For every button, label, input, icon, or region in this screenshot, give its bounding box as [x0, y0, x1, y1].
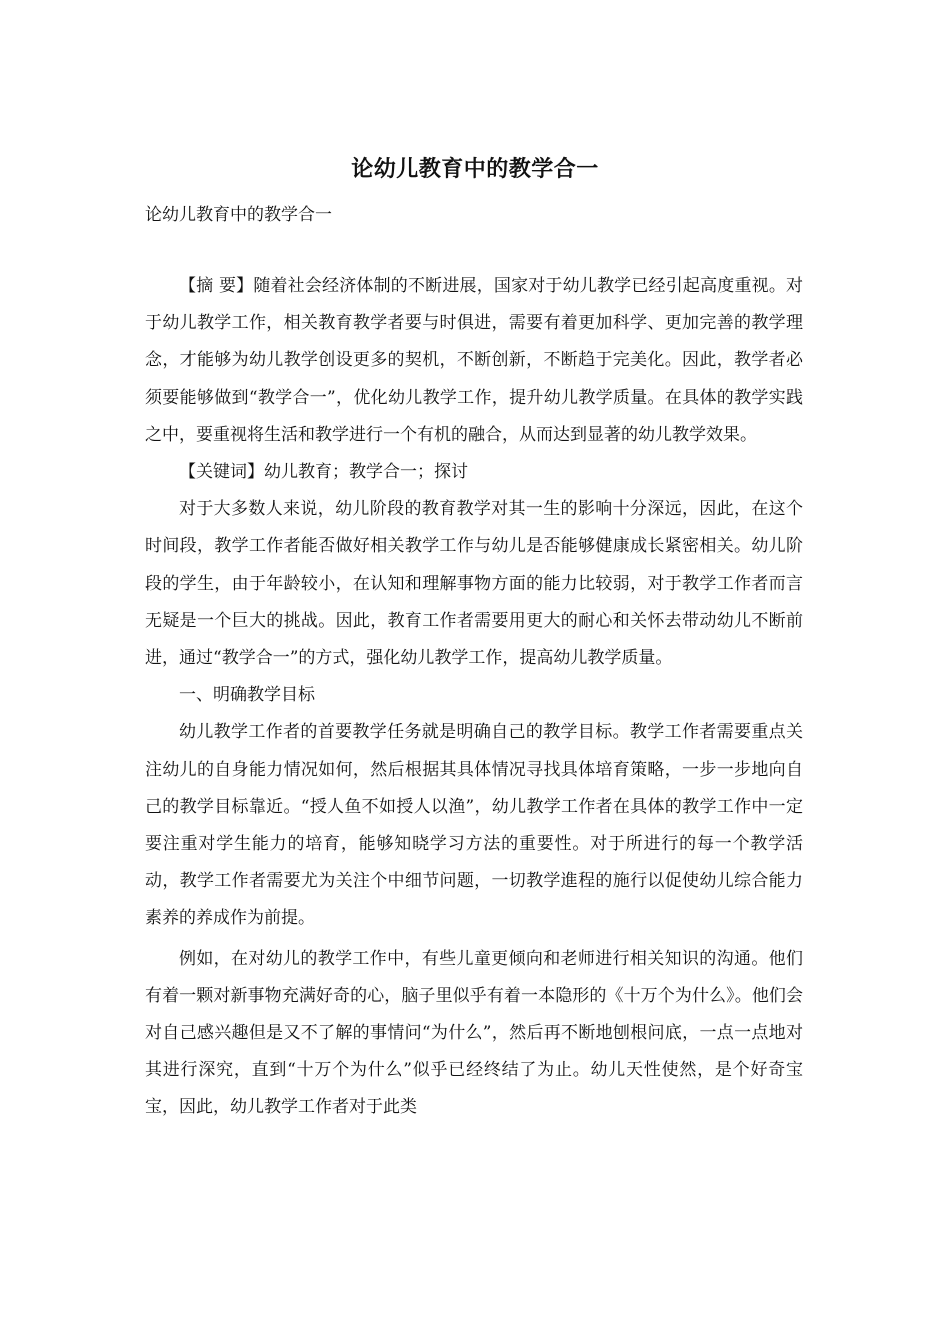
document-body: [145, 268, 803, 1127]
abstract-paragraph: 【摘 要】随着社会经济体制的不断进展，国家对于幼儿教学已经引起高度重视。对于幼儿教学工作，相关教育教学者要与时俱进，需要有着更加科学、更加完善的教学理念，才能够为幼儿教学创设更多的契机，不断创新，不断趋于完美化。因此，教学者必须要能够做到“教学合一”，优化幼儿教学工作，提升幼儿教学质量。在具体的教学实践之中，要重视将生活和教学进行一个有机的融合，从而达到显著的幼儿教学效果。: [145, 276, 803, 445]
document-subtitle: 论幼儿教育中的教学合一: [145, 205, 332, 225]
keywords-paragraph: 【关键词】幼儿教育；教学合一；探讨: [179, 462, 468, 483]
body-paragraph: 幼儿教学工作者的首要教学任务就是明确自己的教学目标。教学工作者需要重点关注幼儿的自身能力情况如何，然后根据其具体情况寻找具体培育策略，一步一步地向自己的教学目标靠近。“授人鱼不如授人以渔”，幼儿教学工作者在具体的教学工作中一定要注重对学生能力的培育，能够知晓学习方法的重要性。对于所进行的每一个教学活动，教学工作者需要尤为关注个中细节问题，一切教学進程的施行以促使幼儿综合能力素养的养成作为前提。: [145, 722, 803, 929]
document-title: 论幼儿教育中的教学合一: [351, 156, 599, 182]
body-paragraph: 例如，在对幼儿的教学工作中，有些儿童更倾向和老师进行相关知识的沟通。他们有着一颗对新事物充满好奇的心，脑子里似乎有着一本隐形的《十万个为什么》。他们会对自己感兴趣但是又不了解的事情问“为什么”，然后再不断地刨根问底，一点一点地对其进行深究，直到“十万个为什么”似乎已经终结了为止。幼儿天性使然，是个好奇宝宝，因此，幼儿教学工作者对于此类: [145, 948, 803, 1118]
body-paragraph: 对于大多数人来说，幼儿阶段的教育教学对其一生的影响十分深远，因此，在这个时间段，教学工作者能否做好相关教学工作与幼儿是否能够健康成长紧密相关。幼儿阶段的学生，由于年龄较小，在认知和理解事物方面的能力比较弱，对于教学工作者而言无疑是一个巨大的挑战。因此，教育工作者需要用更大的耐心和关怀去带动幼儿不断前进，通过“教学合一”的方式，强化幼儿教学工作，提高幼儿教学质量。: [145, 499, 803, 669]
section-heading: 一、明确教学目标: [179, 685, 315, 706]
